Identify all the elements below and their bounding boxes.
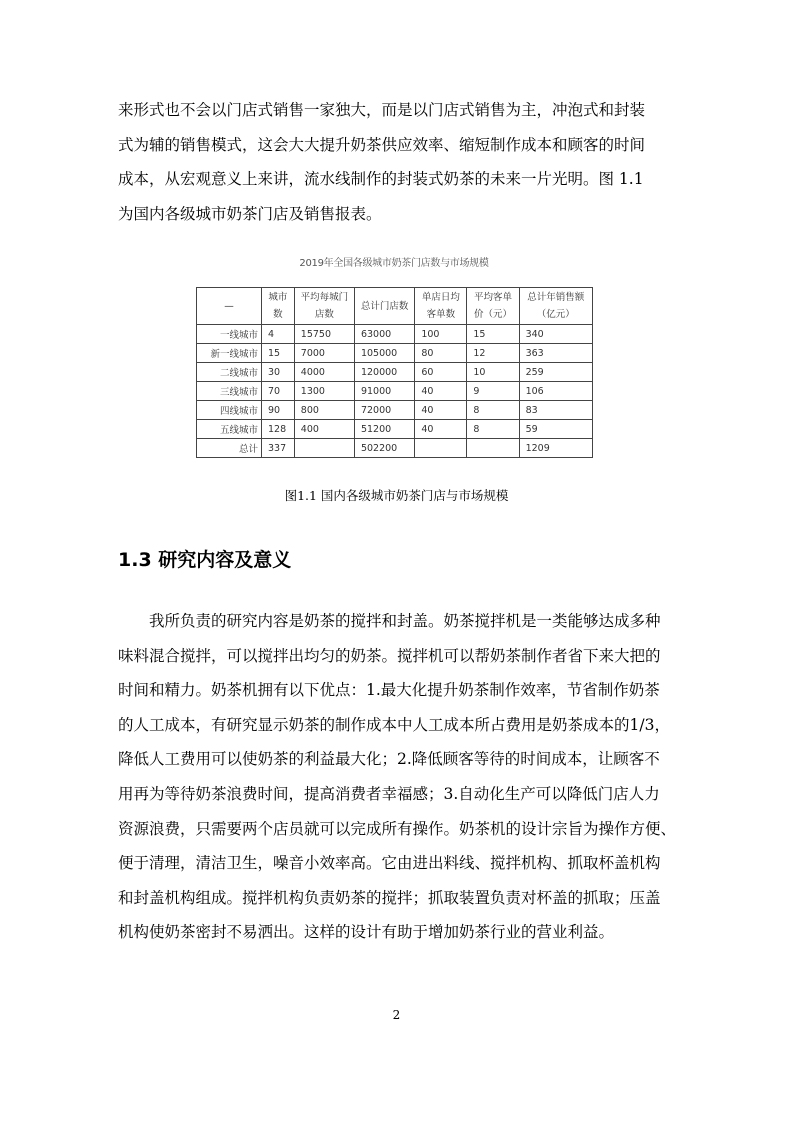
table-cell: 400 [294, 420, 354, 439]
intro-line: 来形式也不会以门店式销售一家独大，而是以门店式销售为主，冲泡式和封装 [118, 101, 646, 119]
table-cell: 60 [415, 363, 467, 382]
table-cell: 二线城市 [197, 363, 262, 382]
table-cell: 4 [262, 325, 295, 344]
table-cell [467, 439, 519, 458]
table-cell: 259 [519, 363, 592, 382]
research-line: 的人工成本，有研究显示奶茶的制作成本中人工成本所占费用是奶茶成本的1/3， [118, 715, 670, 734]
table-cell: 40 [415, 401, 467, 420]
research-line: 机构使奶茶密封不易洒出。这样的设计有助于增加奶茶行业的营业利益。 [118, 923, 615, 942]
table-row [197, 325, 593, 344]
header-cell: 单店日均客单数 [415, 288, 467, 325]
table-cell: 五线城市 [197, 420, 262, 439]
table-cell: 4000 [294, 363, 354, 382]
table-cell: 90 [262, 401, 295, 420]
research-line: 时间和精力。奶茶机拥有以下优点：1.最大化提升奶茶制作效率，节省制作奶茶 [118, 681, 660, 700]
table-cell: 30 [262, 363, 295, 382]
header-cell: 总计年销售额（亿元） [519, 288, 592, 325]
table-cell: 四线城市 [197, 401, 262, 420]
section-heading: 1.3 研究内容及意义 [118, 549, 292, 571]
header-cell: 城市数 [262, 288, 295, 325]
table-cell: 一线城市 [197, 325, 262, 344]
table-cell: 8 [467, 420, 519, 439]
table-cell: 15750 [294, 325, 354, 344]
intro-line: 式为辅的销售模式，这会大大提升奶茶供应效率、缩短制作成本和顾客的时间 [118, 135, 646, 154]
table-cell: 51200 [354, 420, 414, 439]
table-cell: 70 [262, 382, 295, 401]
table-header-row [197, 288, 593, 325]
table-cell: 59 [519, 420, 592, 439]
table-cell: 新一线城市 [197, 344, 262, 363]
market-table [196, 287, 593, 458]
table-cell: 128 [262, 420, 295, 439]
intro-paragraph [118, 93, 680, 231]
research-line: 和封盖机构组成。搅拌机构负责奶茶的搅拌；抓取装置负责对杯盖的抓取；压盖 [118, 888, 661, 907]
table-cell: 800 [294, 401, 354, 420]
table-cell: 63000 [354, 325, 414, 344]
header-cell: — [197, 288, 262, 325]
intro-line: 为国内各级城市奶茶门店及销售报表。 [118, 204, 382, 223]
table-cell: 340 [519, 325, 592, 344]
table-cell: 12 [467, 344, 519, 363]
table-row [197, 363, 593, 382]
table-cell: 337 [262, 439, 295, 458]
table-cell: 1209 [519, 439, 592, 458]
table-cell: 80 [415, 344, 467, 363]
table-row [197, 420, 593, 439]
research-line: 资源浪费，只需要两个店员就可以完成所有操作。奶茶机的设计宗旨为操作方便、 [118, 819, 677, 838]
research-line: 味料混合搅拌，可以搅拌出均匀的奶茶。搅拌机可以帮奶茶制作者省下来大把的 [118, 646, 661, 665]
table-cell: 总计 [197, 439, 262, 458]
table-cell: 8 [467, 401, 519, 420]
table-cell: 40 [415, 382, 467, 401]
page-number: 2 [392, 1008, 401, 1022]
table-cell: 120000 [354, 363, 414, 382]
table-total-row [197, 439, 593, 458]
table-cell: 15 [262, 344, 295, 363]
table-cell: 83 [519, 401, 592, 420]
table-cell: 100 [415, 325, 467, 344]
table-cell: 40 [415, 420, 467, 439]
research-line: 便于清理，清洁卫生，噪音小效率高。它由进出料线、搅拌机构、抓取杯盖机构 [118, 854, 661, 873]
table-cell: 15 [467, 325, 519, 344]
table-cell: 363 [519, 344, 592, 363]
table-row [197, 344, 593, 363]
table-cell: 7000 [294, 344, 354, 363]
table-cell: 10 [467, 363, 519, 382]
header-cell: 平均客单价（元） [467, 288, 519, 325]
table-cell: 9 [467, 382, 519, 401]
table-cell: 105000 [354, 344, 414, 363]
table-row [197, 401, 593, 420]
table-cell: 三线城市 [197, 382, 262, 401]
intro-line: 成本，从宏观意义上来讲，流水线制作的封装式奶茶的未来一片光明。图 1.1 [118, 170, 644, 189]
table-cell: 106 [519, 382, 592, 401]
research-line: 降低人工费用可以使奶茶的利益最大化；2.降低顾客等待的时间成本，让顾客不 [118, 750, 660, 769]
research-line: 用再为等待奶茶浪费时间，提高消费者幸福感；3.自动化生产可以降低门店人力 [118, 784, 660, 803]
table-cell [415, 439, 467, 458]
table-row [197, 382, 593, 401]
table-cell: 91000 [354, 382, 414, 401]
figure-caption: 图1.1 国内各级城市奶茶门店与市场规模 [284, 488, 509, 503]
table-cell: 1300 [294, 382, 354, 401]
table-cell: 72000 [354, 401, 414, 420]
header-cell: 总计门店数 [354, 288, 414, 325]
research-line: 我所负责的研究内容是奶茶的搅拌和封盖。奶茶搅拌机是一类能够达成多种 [149, 612, 661, 630]
table-title: 2019年全国各级城市奶茶门店数与市场规模 [299, 258, 489, 269]
header-cell: 平均每城门店数 [294, 288, 354, 325]
table-cell: 502200 [354, 439, 414, 458]
research-paragraph [118, 604, 680, 950]
table-cell [294, 439, 354, 458]
